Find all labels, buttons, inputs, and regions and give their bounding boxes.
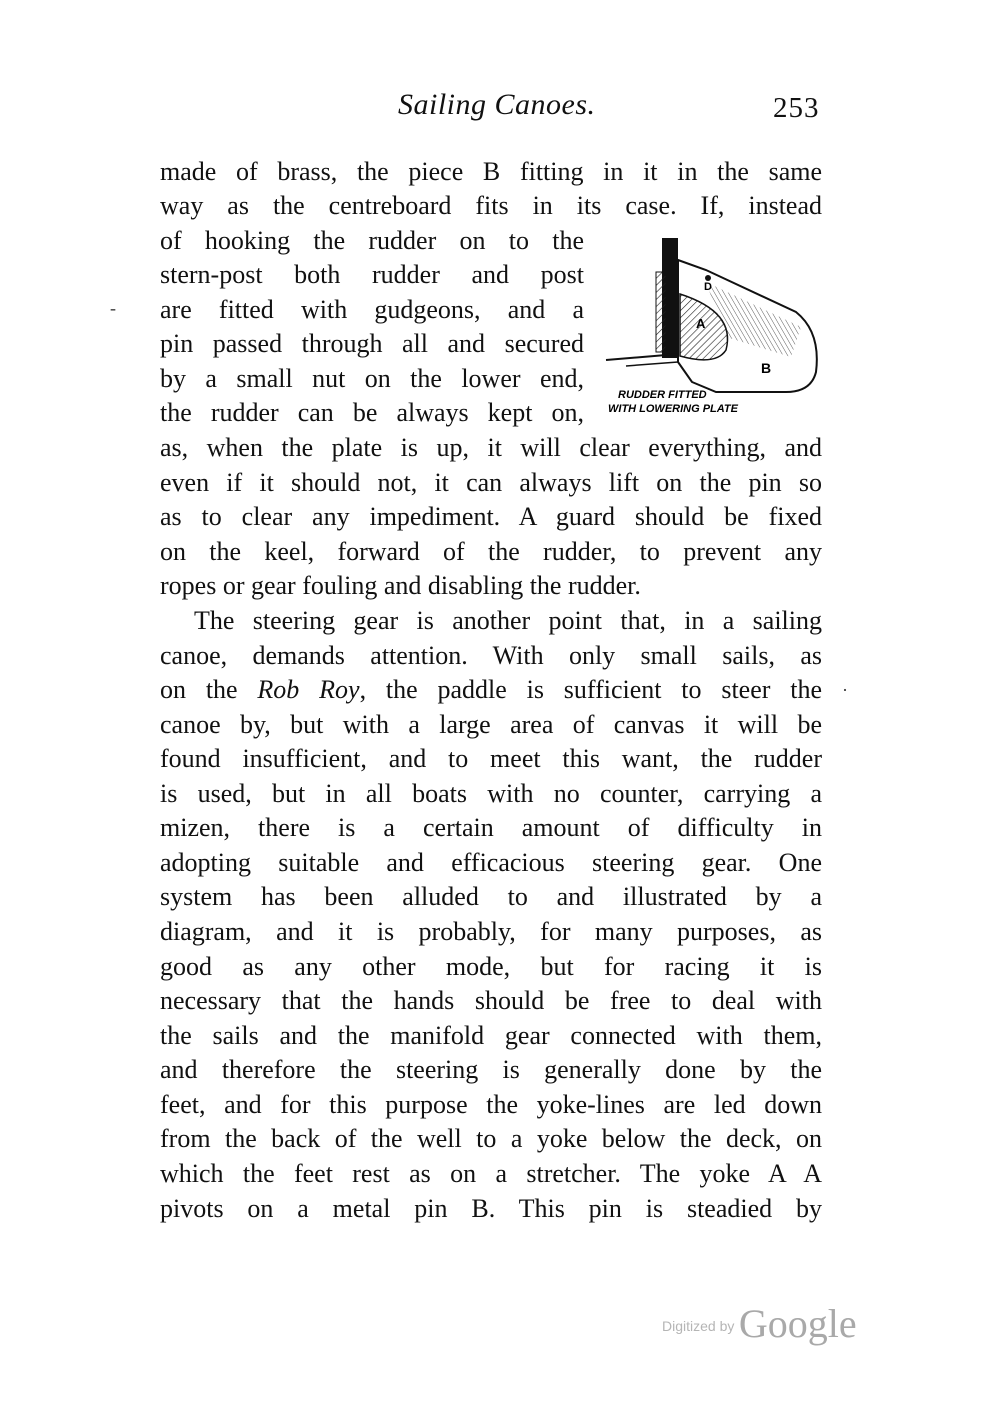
stray-mark: · xyxy=(842,680,848,700)
text-line: on the keel, forward of the rudder, to prevent any xyxy=(160,537,822,566)
figure-label-b: B xyxy=(761,360,772,376)
text-line: the rudder can be always kept on, xyxy=(160,398,584,427)
text-line: pin passed through all and secured xyxy=(160,329,584,358)
figure-label-d: D xyxy=(704,281,712,293)
stray-mark: - xyxy=(110,298,116,318)
text-line: way as the centreboard fits in its case. If, instead xyxy=(160,191,822,220)
text-line: system has been alluded to and illustrated by a xyxy=(160,882,822,911)
text-line-with-italic xyxy=(160,673,822,707)
watermark-digitized-by: Digitized by xyxy=(662,1318,735,1334)
text-line: stern-post both rudder and post xyxy=(160,260,584,289)
text-line: good as any other mode, but for racing it is xyxy=(160,952,822,981)
text-line: and therefore the steering is generally done by the xyxy=(160,1055,822,1084)
text-line: are fitted with gudgeons, and a xyxy=(160,295,584,324)
text-line: made of brass, the piece B fitting in it in the same xyxy=(160,157,822,186)
text-line: even if it should not, it can always lift on the pin so xyxy=(160,468,822,497)
paragraph-first-line: The steering gear is another point that, in a sailing xyxy=(194,606,822,635)
text-line: which the feet rest as on a stretcher. The yoke A A xyxy=(160,1159,822,1188)
figure-label-a: A xyxy=(696,316,706,331)
text-line: as to clear any impediment. A guard should be fixed xyxy=(160,502,822,531)
rudder-illustration xyxy=(596,232,826,422)
italic-boat-name: Rob Roy xyxy=(257,675,360,704)
digitized-watermark xyxy=(662,1300,857,1347)
text-line: ropes or gear fouling and disabling the rudder. xyxy=(160,571,641,600)
figure-caption-line2: WITH LOWERING PLATE xyxy=(608,403,738,415)
text-line: diagram, and it is probably, for many purposes, as xyxy=(160,917,822,946)
google-logo: Google xyxy=(738,1301,857,1346)
text-line: canoe, demands attention. With only small sails, as xyxy=(160,641,822,670)
text-line: adopting suitable and efficacious steering gear. One xyxy=(160,848,822,877)
figure-caption-line1: RUDDER FITTED xyxy=(618,389,707,401)
text-line: the sails and the manifold gear connected with them, xyxy=(160,1021,822,1050)
text-line: found insufficient, and to meet this want, the rudder xyxy=(160,744,822,773)
text-line: canoe by, but with a large area of canvas it will be xyxy=(160,710,822,739)
text-line: pivots on a metal pin B. This pin is steadied by xyxy=(160,1194,822,1223)
page-number: 253 xyxy=(773,92,820,124)
text-line: from the back of the well to a yoke below the deck, on xyxy=(160,1124,822,1153)
rudder-figure xyxy=(596,232,826,422)
text-line: feet, and for this purpose the yoke-lines are led down xyxy=(160,1090,822,1119)
text-line: is used, but in all boats with no counter, carrying a xyxy=(160,779,822,808)
text-line: necessary that the hands should be free to deal with xyxy=(160,986,822,1015)
text-segment: on the xyxy=(160,675,258,704)
text-segment: , the paddle is sufficient to steer the xyxy=(359,675,822,704)
text-line: by a small nut on the lower end, xyxy=(160,364,584,393)
text-line: of hooking the rudder on to the xyxy=(160,226,584,255)
text-line: mizen, there is a certain amount of difficulty in xyxy=(160,813,822,842)
text-line: as, when the plate is up, it will clear everything, and xyxy=(160,433,822,462)
running-title: Sailing Canoes. xyxy=(398,88,596,121)
